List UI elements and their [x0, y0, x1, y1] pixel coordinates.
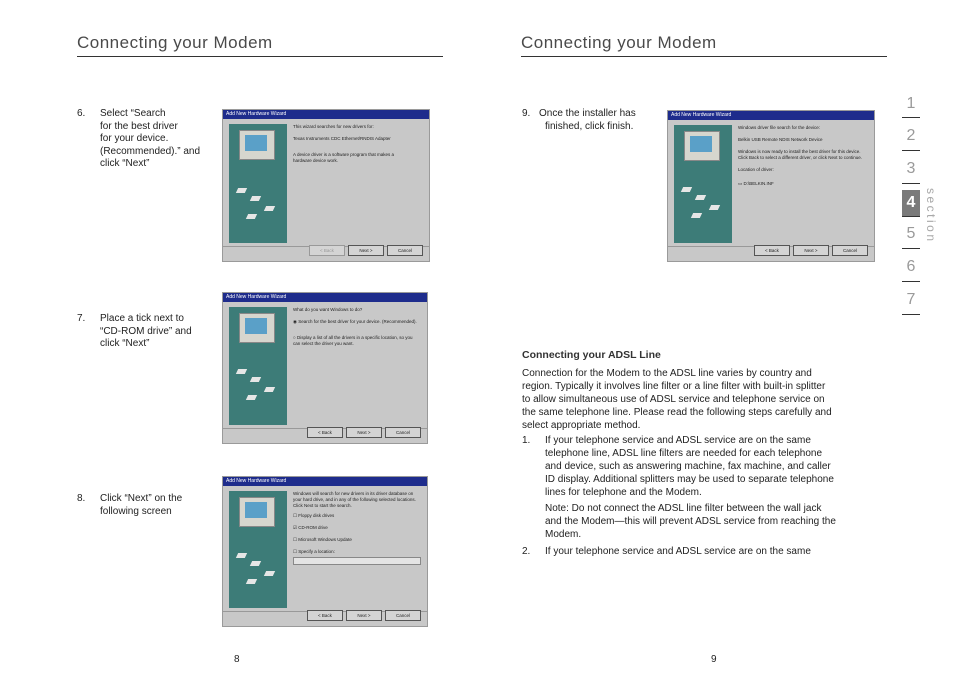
item-line: If your telephone service and ADSL service are on the same [545, 546, 811, 557]
back-button: < Back [309, 245, 345, 256]
section-tab-2[interactable]: 2 [906, 127, 916, 144]
item-line: ID display. Additional splitters may be used to separate telephone [545, 474, 834, 485]
wizard-text: CD-ROM drive [298, 525, 328, 530]
wizard-text: Windows is now ready to install the best driver for this device. Click Back to select a different driver, or click Next to continue. [738, 149, 862, 160]
step-line: Place a tick next to [100, 313, 184, 324]
section-label: section [924, 188, 938, 244]
disk-icon [236, 553, 247, 558]
disk-icon [681, 187, 692, 192]
wizard-radio-option: ○ Display a list of all the drivers in a specific location, so you can select the driver you want. [293, 335, 413, 346]
wizard-title-bar: Add New Hardware Wizard [223, 110, 429, 119]
disk-icon [236, 188, 247, 193]
wizard-checkbox-option: ☐ Floppy disk drives [293, 513, 335, 518]
step-number: 6. [77, 108, 86, 119]
next-button: Next > [793, 245, 829, 256]
wizard-text: A device driver is a software program that makes a [293, 152, 395, 157]
wizard-illustration [674, 125, 732, 243]
disk-icon [236, 369, 247, 374]
wizard-text: D:\BELKIN.INF [743, 181, 774, 186]
disk-icon [246, 214, 257, 219]
step-line: click “Next” [100, 338, 150, 350]
wizard-illustration [229, 307, 287, 425]
step-line: for the best driver [100, 120, 178, 132]
wizard-checkbox-option: ☑ CD-ROM drive [293, 525, 328, 530]
driver-path: ▭ D:\BELKIN.INF [738, 181, 774, 186]
cancel-button: Cancel [387, 245, 423, 256]
wizard-content [293, 491, 421, 565]
left-header-rule [77, 56, 443, 57]
disk-icon [250, 196, 261, 201]
cancel-button: Cancel [385, 610, 421, 621]
item-number: 2. [522, 546, 531, 557]
wizard-radio-option: ◉ Search for the best driver for your device. (Recommended). [293, 319, 417, 324]
computer-icon [239, 497, 275, 527]
section-tab-4-active[interactable]: 4 [902, 190, 920, 216]
item-line: lines for telephone and the Modem. [545, 487, 702, 498]
section-divider [902, 117, 920, 118]
wizard-checkbox-option: ☐ Microsoft Windows Update [293, 537, 352, 542]
paragraph-line: Connection for the Modem to the ADSL line varies by country and [522, 368, 812, 379]
wizard-title-bar: Add New Hardware Wizard [223, 293, 427, 302]
disk-icon [264, 387, 275, 392]
next-button: Next > [346, 610, 382, 621]
disk-icon [250, 377, 261, 382]
step-line: Click “Next” on the [100, 493, 183, 504]
wizard-text: Texas Instruments CDC Ethernet/RNDIS Adapter [293, 136, 391, 141]
note-line: Modem. [545, 529, 582, 540]
wizard-screenshot-driver-search [222, 109, 430, 262]
note-line: Note: Do not connect the ADSL line filter between the wall jack [545, 503, 822, 514]
back-button: < Back [754, 245, 790, 256]
section-tab-1[interactable]: 1 [906, 95, 916, 112]
right-header-rule [521, 56, 887, 57]
wizard-text: Windows driver file search for the device: [738, 125, 821, 130]
step-line: (Recommended).” and [100, 145, 201, 157]
wizard-checkbox-option: ☐ Specify a location: [293, 549, 335, 554]
section-tab-3[interactable]: 3 [906, 160, 916, 177]
section-divider [902, 314, 920, 315]
wizard-text: Location of driver: [738, 167, 774, 172]
section-divider [902, 183, 920, 184]
disk-icon [246, 395, 257, 400]
wizard-text: Microsoft Windows Update [298, 537, 352, 542]
wizard-illustration [229, 491, 287, 608]
adsl-note [545, 502, 885, 541]
item-line: If your telephone service and ADSL service are on the same [545, 435, 811, 446]
wizard-content [293, 124, 423, 164]
wizard-content [293, 307, 421, 347]
back-button: < Back [307, 427, 343, 438]
paragraph-line: region. Typically it involves line filter or a line filter with built-in splitter [522, 381, 826, 392]
note-line: and the Modem—this will prevent ADSL service from reaching the [545, 516, 836, 527]
next-button: Next > [348, 245, 384, 256]
adsl-item-2 [522, 545, 882, 558]
adsl-intro-paragraph [522, 367, 882, 432]
next-button: Next > [346, 427, 382, 438]
back-button: < Back [307, 610, 343, 621]
wizard-screenshot-search-locations [222, 476, 428, 627]
location-field [293, 557, 421, 565]
section-divider [902, 281, 920, 282]
wizard-text: Search for the best driver for your device. (Recommended). [298, 319, 417, 324]
step-line: Once the installer has [539, 108, 636, 119]
section-tab-7[interactable]: 7 [906, 291, 916, 308]
disk-icon [246, 579, 257, 584]
section-tab-6[interactable]: 6 [906, 258, 916, 275]
step-number: 9. [522, 108, 531, 119]
left-page-number: 8 [234, 654, 240, 665]
wizard-text: Display a list of all the drivers in a specific location, so you can select the driver you want. [293, 335, 413, 346]
disk-icon [250, 561, 261, 566]
wizard-content [738, 125, 868, 187]
wizard-text: Windows will search for new drivers in its driver database on your hard drive, and in any of the following selected locations. Click Next to start the search. [293, 491, 416, 508]
wizard-text: hardware device work. [293, 158, 339, 163]
step-number: 7. [77, 313, 86, 324]
item-number: 1. [522, 435, 531, 446]
step-line: for your device. [100, 133, 169, 145]
computer-icon [239, 313, 275, 343]
section-divider [902, 216, 920, 217]
step-line: Select “Search [100, 108, 166, 119]
paragraph-line: the same telephone line. Please read the following steps carefully and [522, 407, 832, 418]
computer-icon [239, 130, 275, 160]
wizard-text: This wizard searches for new drivers for: [293, 124, 374, 129]
wizard-text: What do you want Windows to do? [293, 307, 363, 312]
step-number: 8. [77, 493, 86, 504]
wizard-text: Specify a location: [298, 549, 335, 554]
wizard-illustration [229, 124, 287, 243]
item-line: and device, such as answering machine, fax machine, and caller [545, 461, 831, 472]
left-page-header: Connecting your Modem [77, 33, 273, 52]
disk-icon [695, 195, 706, 200]
computer-icon [684, 131, 720, 161]
item-line: telephone line, ADSL line filters are needed for each telephone [545, 448, 823, 459]
section-tab-5[interactable]: 5 [906, 225, 916, 242]
wizard-title-bar: Add New Hardware Wizard [668, 111, 874, 120]
wizard-screenshot-install-ready [667, 110, 875, 262]
section-divider [902, 248, 920, 249]
adsl-subheading: Connecting your ADSL Line [522, 349, 661, 361]
section-divider [902, 150, 920, 151]
cancel-button: Cancel [832, 245, 868, 256]
adsl-item-1 [522, 434, 882, 499]
disk-icon [264, 571, 275, 576]
disk-icon [691, 213, 702, 218]
wizard-title-bar: Add New Hardware Wizard [223, 477, 427, 486]
step-line: finished, click finish. [545, 120, 634, 132]
right-page-number: 9 [711, 654, 717, 665]
wizard-screenshot-what-to-do [222, 292, 428, 444]
disk-icon [709, 205, 720, 210]
cancel-button: Cancel [385, 427, 421, 438]
paragraph-line: select appropriate method. [522, 420, 641, 431]
wizard-text: Belkin USB Remote NDIS Network Device [738, 137, 823, 142]
step-line: click “Next” [100, 158, 150, 170]
step-line: following screen [100, 505, 172, 517]
right-page-header: Connecting your Modem [521, 33, 717, 52]
paragraph-line: to allow simultaneous use of ADSL service and telephone service on [522, 394, 825, 405]
disk-icon [264, 206, 275, 211]
step-line: “CD-ROM drive” and [100, 325, 192, 337]
wizard-text: Floppy disk drives [298, 513, 335, 518]
